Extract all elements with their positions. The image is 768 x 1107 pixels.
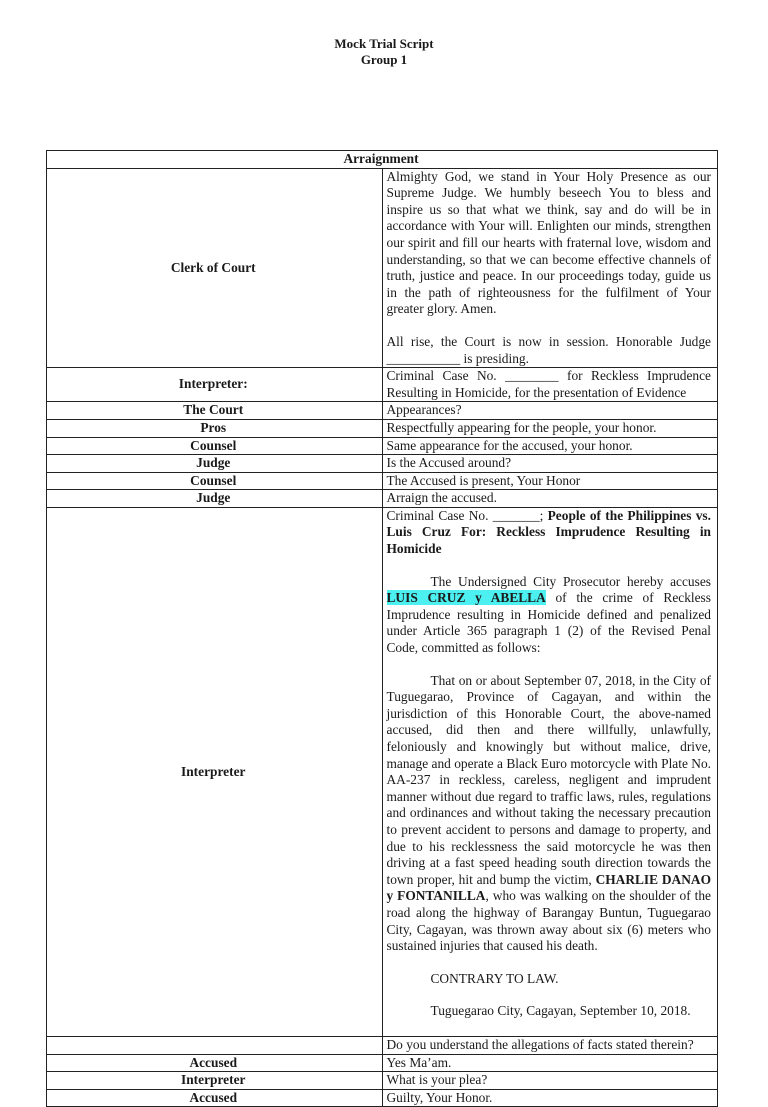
section-heading: Arraignment bbox=[47, 151, 718, 169]
dialogue-text: The Accused is present, Your Honor bbox=[382, 472, 718, 490]
speaker-label: Pros bbox=[47, 419, 383, 437]
dialogue-text: Is the Accused around? bbox=[382, 455, 718, 473]
dialogue-text: Do you understand the allegations of facts stated therein? bbox=[382, 1036, 718, 1054]
table-row bbox=[47, 402, 718, 420]
accusation-text-cont: of the crime of Reckless Imprudence resulting in Homicide defined and penalized under Article 365 paragraph 1 (2) of the Revised Penal Code, committed as follows: bbox=[386, 590, 711, 656]
speaker-label: Counsel bbox=[47, 472, 383, 490]
victim-name: CHARLIE DANAO y FONTANILLA bbox=[386, 871, 711, 904]
place-and-date: Tuguegarao City, Cagayan, September 10, 2018. bbox=[430, 1003, 691, 1019]
section-heading-row bbox=[47, 151, 718, 169]
dialogue-text: Criminal Case No. ________ for Reckless Imprudence Resulting in Homicide, for the presentation of Evidence bbox=[382, 368, 718, 402]
facts-text: That on or about September 07, 2018, in the City of Tuguegarao, Province of Cagayan, and within the jurisdiction of this Honorable Court, the above-named accused, did then and there willfully, unlawfully, feloniously and knowingly but without malice, drive, manage and operate a Black Euro motorcycle with Plate No. AA-237 in reckless, careless, negligent and imprudent manner without due regard to traffic laws, rules, regulations and ordinances and without taking the necessary precaution to prevent accident to persons and damage to property, and due to his recklessness the said motorcycle he was then driving at a fast speed heading south direction towards the town proper, hit and bump the victim, bbox=[386, 672, 711, 887]
facts-paragraph bbox=[387, 673, 712, 955]
speaker-label: Counsel bbox=[47, 437, 383, 455]
accusation-paragraph bbox=[387, 574, 712, 657]
script-table bbox=[46, 150, 718, 1107]
dialogue-text: Appearances? bbox=[382, 402, 718, 420]
speaker-label: Accused bbox=[47, 1089, 383, 1107]
speaker-label bbox=[47, 1036, 383, 1054]
table-row bbox=[47, 1089, 718, 1107]
table-row bbox=[47, 1072, 718, 1090]
information-cell bbox=[382, 507, 718, 1036]
contrary-to-law: CONTRARY TO LAW. bbox=[430, 970, 559, 986]
speaker-label: Interpreter bbox=[47, 507, 383, 1036]
accused-name: LUIS CRUZ y ABELLA bbox=[386, 590, 546, 606]
dialogue-cell bbox=[382, 168, 718, 368]
dialogue-text: Arraign the accused. bbox=[382, 490, 718, 508]
speaker-label: Interpreter: bbox=[47, 368, 383, 402]
table-row bbox=[47, 1036, 718, 1054]
document-header bbox=[0, 36, 768, 68]
case-caption bbox=[387, 508, 712, 558]
table-row bbox=[47, 168, 718, 368]
dialogue-text: Respectfully appearing for the people, your honor. bbox=[382, 419, 718, 437]
speaker-label: The Court bbox=[47, 402, 383, 420]
opening-prayer: Almighty God, we stand in Your Holy Presence as our Supreme Judge. We humbly beseech You to bless and inspire us so that what we think, say and do will be in accordance with Your will. Enlighten our minds, strengthen our spirit and fill our hearts with fraternal love, wisdom and understanding, so that we can become effective channels of truth, justice and peace. In our proceedings today, guide us in the path of righteousness for the fulfilment of Your greater glory. Amen. bbox=[386, 168, 711, 317]
dialogue-text: What is your plea? bbox=[382, 1072, 718, 1090]
case-title: People of the Philippines vs. Luis Cruz For: Reckless Imprudence Resulting in Homicide bbox=[386, 507, 711, 557]
speaker-label: Interpreter bbox=[47, 1072, 383, 1090]
case-number: Criminal Case No. _______; bbox=[386, 507, 544, 523]
table-row bbox=[47, 455, 718, 473]
speaker-label: Judge bbox=[47, 455, 383, 473]
document-subtitle: Group 1 bbox=[360, 52, 408, 67]
table-row bbox=[47, 368, 718, 402]
table-row bbox=[47, 507, 718, 1036]
speaker-label: Clerk of Court bbox=[47, 168, 383, 368]
table-row bbox=[47, 419, 718, 437]
speaker-label: Judge bbox=[47, 490, 383, 508]
speaker-label: Accused bbox=[47, 1054, 383, 1072]
table-row bbox=[47, 1054, 718, 1072]
accusation-text: The Undersigned City Prosecutor hereby accuses bbox=[430, 573, 711, 589]
document-title: Mock Trial Script bbox=[334, 36, 434, 51]
table-row bbox=[47, 490, 718, 508]
session-announcement: All rise, the Court is now in session. Honorable Judge ___________ is presiding. bbox=[386, 333, 711, 366]
facts-text-cont: , who was walking on the shoulder of the road along the highway of Barangay Buntun, Tuguegarao City, Cagayan, was thrown away about six (6) meters who sustained injuries that caused his death. bbox=[386, 888, 711, 954]
dialogue-text: Yes Ma’am. bbox=[382, 1054, 718, 1072]
table-row bbox=[47, 437, 718, 455]
dialogue-text: Same appearance for the accused, your honor. bbox=[382, 437, 718, 455]
dialogue-text: Guilty, Your Honor. bbox=[382, 1089, 718, 1107]
table-row bbox=[47, 472, 718, 490]
